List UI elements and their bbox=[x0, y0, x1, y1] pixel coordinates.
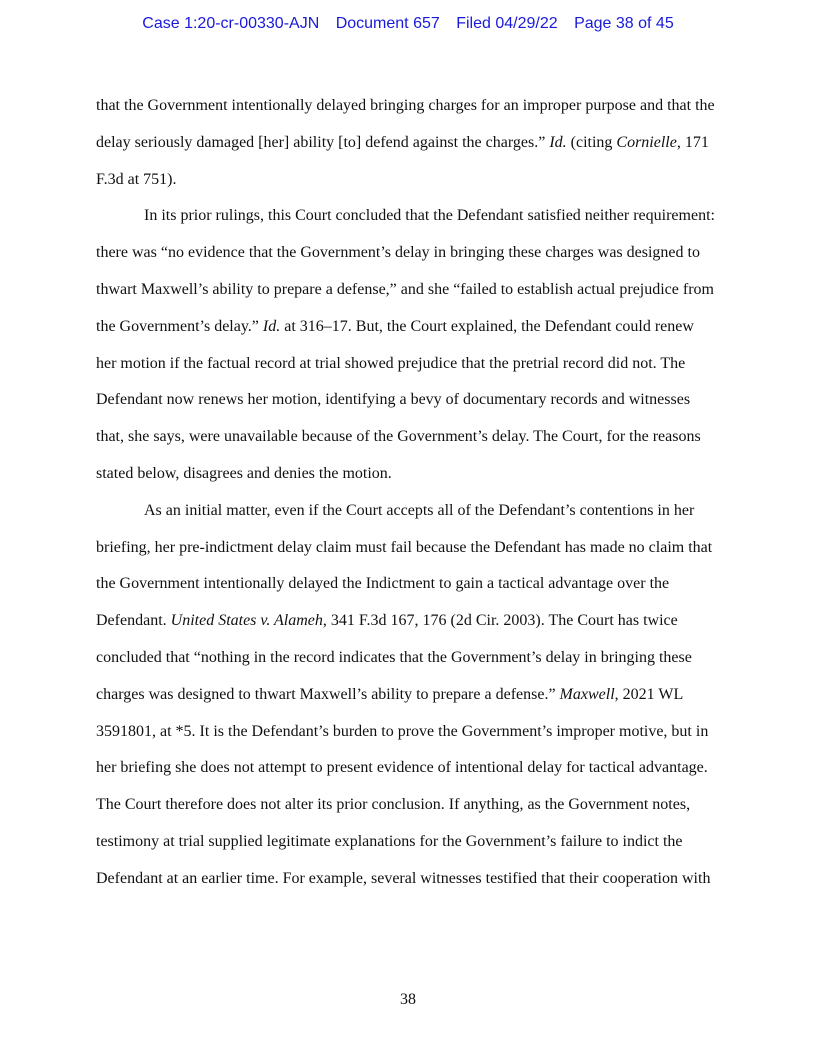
text-line: stated below, disagrees and denies the motion. bbox=[96, 464, 392, 482]
paragraph-start: In its prior rulings, this Court concluded that the Defendant satisfied neither requirement: bbox=[144, 207, 715, 225]
citation-id: Id. bbox=[262, 317, 281, 335]
text-line: Defendant. United States v. Alameh, 341 F.3d 167, 176 (2d Cir. 2003). The Court has twice bbox=[96, 612, 678, 630]
document-body bbox=[96, 88, 720, 898]
citation-id: Id. bbox=[549, 133, 567, 151]
page-number: 38 bbox=[400, 991, 416, 1008]
text-line: concluded that “nothing in the record indicates that the Government’s delay in bringing these bbox=[96, 648, 692, 666]
page-indicator: Page 38 of 45 bbox=[574, 15, 674, 32]
text-line: thwart Maxwell’s ability to prepare a defense,” and she “failed to establish actual prejudice from bbox=[96, 280, 714, 298]
case-name-alameh: United States v. Alameh bbox=[170, 612, 323, 630]
case-name-cornielle: Cornielle bbox=[616, 133, 677, 151]
document-number: Document 657 bbox=[335, 15, 440, 32]
text-line: the Government intentionally delayed the Indictment to gain a tactical advantage over the bbox=[96, 575, 670, 593]
case-name-maxwell: Maxwell bbox=[559, 685, 615, 703]
text-line: her briefing she does not attempt to present evidence of intentional delay for tactical advantage. bbox=[96, 759, 708, 777]
text-line: 3591801, at *5. It is the Defendant’s burden to prove the Government’s improper motive, but in bbox=[96, 722, 709, 740]
text-line: that, she says, were unavailable because of the Government’s delay. The Court, for the reasons bbox=[96, 428, 701, 446]
text-line: there was “no evidence that the Government’s delay in bringing these charges was designed to bbox=[96, 244, 700, 262]
text-line: the Government’s delay.” Id. at 316–17. But, the Court explained, the Defendant could renew bbox=[96, 317, 694, 335]
text-line: charges was designed to thwart Maxwell’s ability to prepare a defense.” Maxwell, 2021 WL bbox=[96, 685, 684, 703]
paragraph-start: As an initial matter, even if the Court accepts all of the Defendant’s contentions in her bbox=[144, 501, 695, 519]
text-line: The Court therefore does not alter its prior conclusion. If anything, as the Government notes, bbox=[96, 796, 691, 814]
text-line: testimony at trial supplied legitimate explanations for the Government’s failure to indict the bbox=[96, 832, 683, 850]
text-line: delay seriously damaged [her] ability [to] defend against the charges.” Id. (citing Cornielle, 171 bbox=[96, 133, 709, 151]
text-line: F.3d at 751). bbox=[96, 170, 177, 188]
text-line: her motion if the factual record at trial showed prejudice that the pretrial record did not. The bbox=[96, 354, 686, 372]
text-line: briefing, her pre-indictment delay claim must fail because the Defendant has made no claim that bbox=[96, 538, 713, 556]
text-line: Defendant now renews her motion, identifying a bevy of documentary records and witnesses bbox=[96, 391, 691, 409]
case-number: Case 1:20-cr-00330-AJN bbox=[142, 15, 320, 32]
text-line: Defendant at an earlier time. For example, several witnesses testified that their cooperation with bbox=[96, 869, 711, 887]
text-line: that the Government intentionally delayed bringing charges for an improper purpose and that the bbox=[96, 97, 715, 114]
case-header bbox=[0, 14, 816, 34]
filed-date: Filed 04/29/22 bbox=[456, 15, 558, 32]
